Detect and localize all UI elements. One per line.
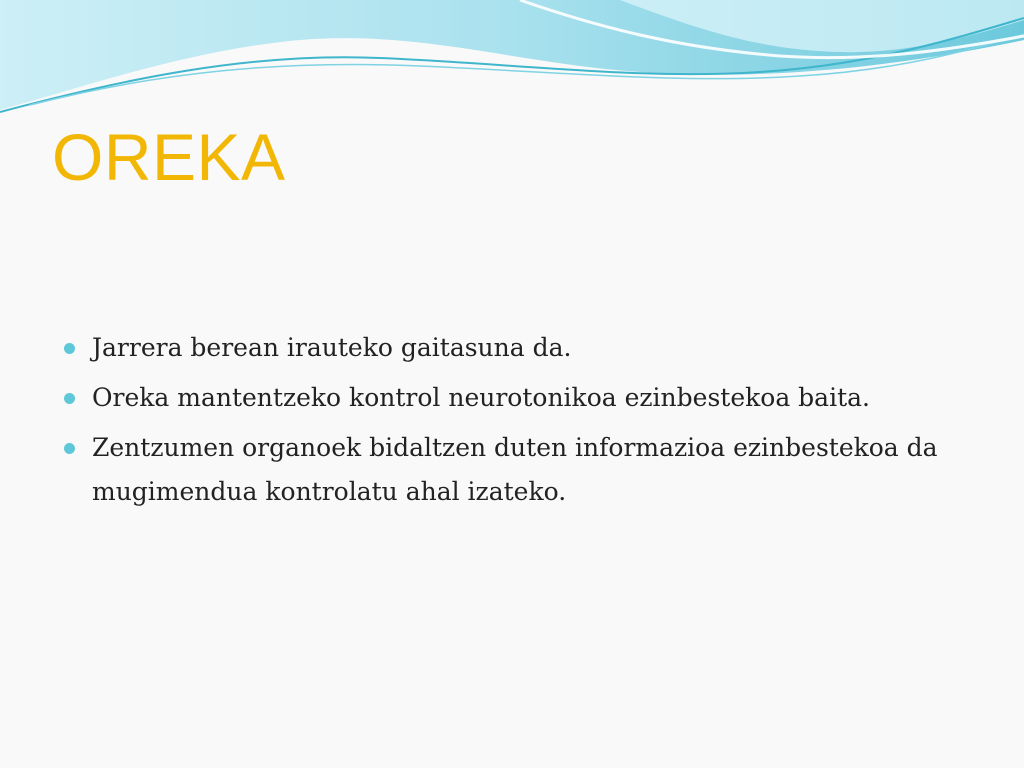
bullet-item — [64, 426, 964, 514]
bullet-text: Oreka mantentzeko kontrol neurotonikoa ezinbestekoa baita. — [92, 383, 870, 412]
bullet-item — [64, 376, 964, 420]
bullet-text: Zentzumen organoek bidaltzen duten informazioa ezinbestekoa da mugimendua kontrolatu ahal izateko. — [92, 433, 938, 506]
bullet-item — [64, 326, 964, 370]
bullet-dot-icon — [64, 343, 75, 354]
bullet-text: Jarrera berean irauteko gaitasuna da. — [92, 333, 572, 362]
header-wave-decoration — [0, 0, 1024, 140]
bullet-dot-icon — [64, 443, 75, 454]
bullet-dot-icon — [64, 393, 75, 404]
slide-title: OREKA — [52, 120, 286, 194]
bullet-list — [64, 326, 964, 520]
